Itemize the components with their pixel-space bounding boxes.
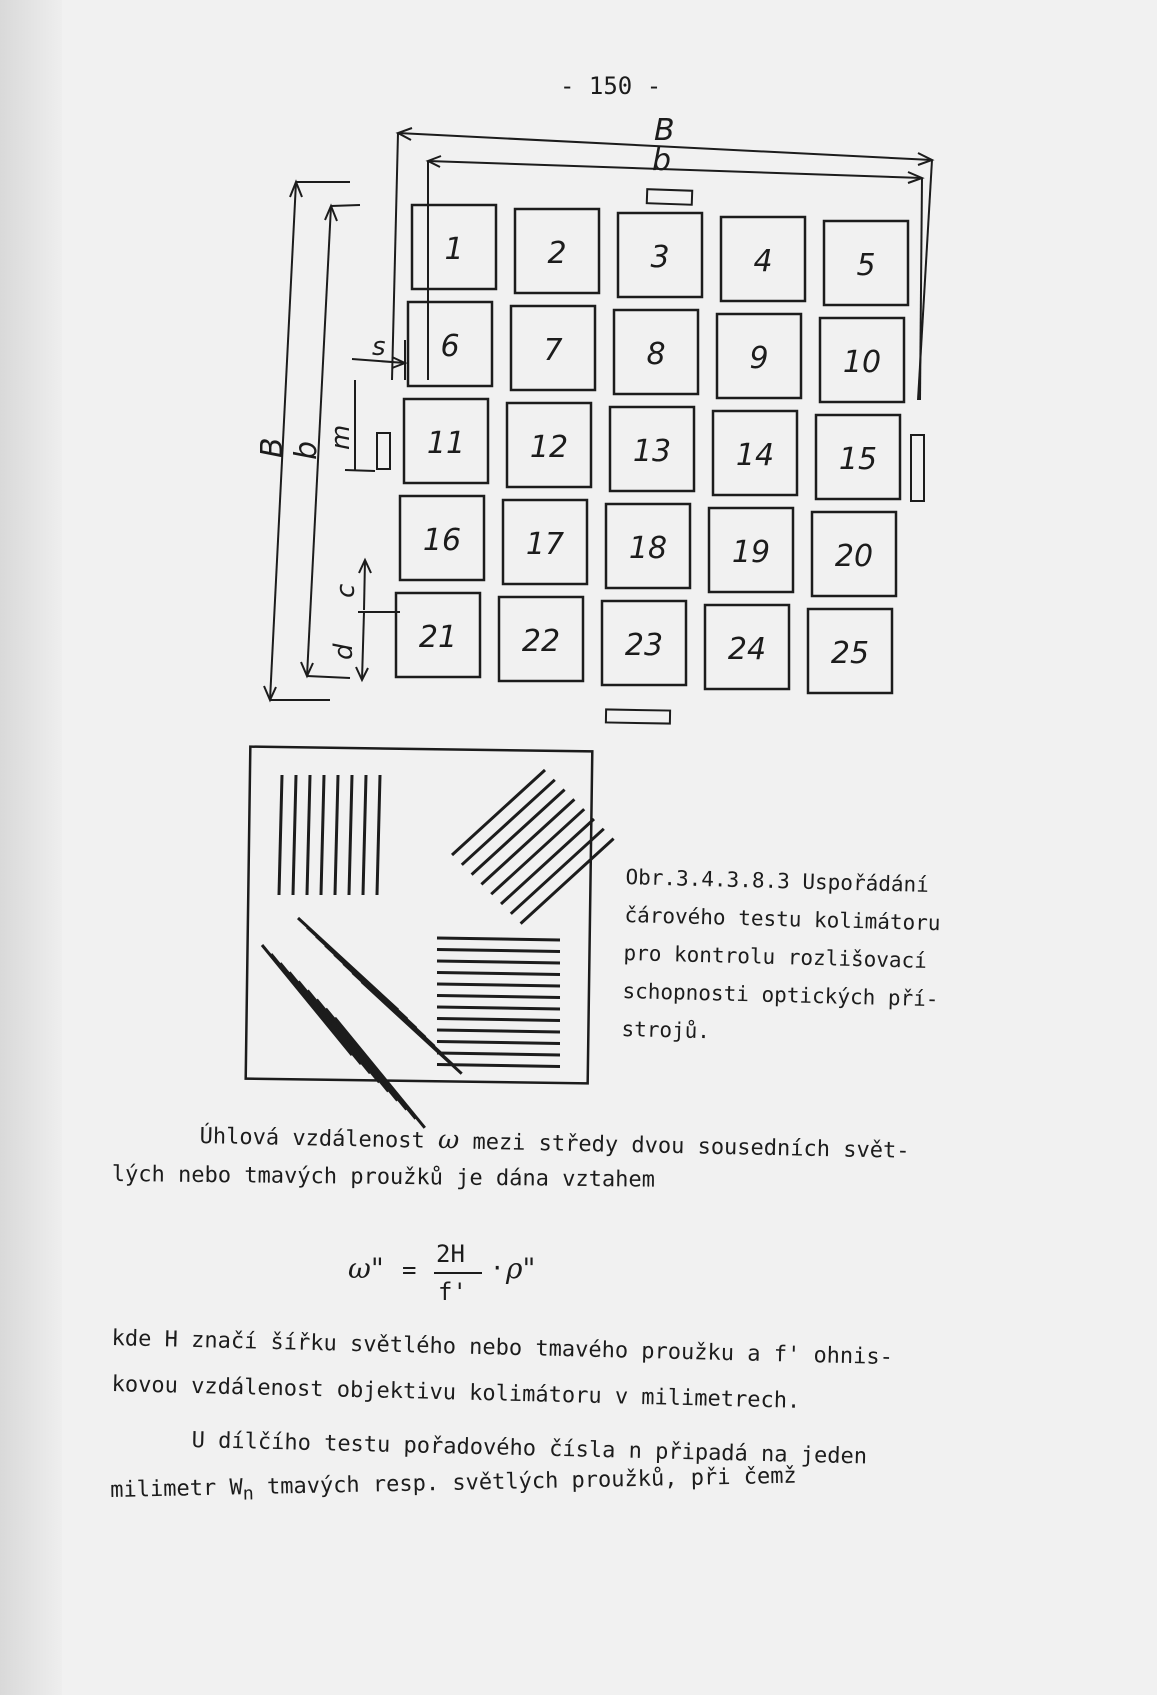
vertical-line (377, 775, 380, 895)
formula-rho: ρ" (506, 1252, 536, 1285)
grid-square-number: 4 (753, 244, 773, 279)
text: Úhlová vzdálenost (199, 1123, 426, 1154)
grid-square-number: 6 (440, 329, 460, 364)
horizontal-line (437, 1042, 560, 1044)
subscript-n: n (242, 1483, 255, 1505)
omega-symbol: ω (437, 1124, 460, 1156)
grid-square-number: 16 (422, 523, 462, 558)
grid-square-number: 25 (830, 636, 870, 671)
diagonal-line (452, 770, 545, 855)
grid-square-number: 21 (418, 620, 458, 655)
diagonal-line (521, 839, 614, 924)
dim-B-horizontal: B (654, 113, 675, 148)
grid-square-number: 24 (727, 632, 767, 667)
paragraph-3-line-1: U dílčího testu pořadového čísla n připadá na jeden (191, 1428, 868, 1470)
dim-b-horizontal: b (652, 143, 672, 178)
grid-square-number: 1 (444, 232, 464, 267)
formula-equals: = (402, 1256, 417, 1284)
grid-square-number: 20 (834, 539, 874, 574)
dim-c: c (331, 583, 361, 598)
horizontal-line (437, 1053, 560, 1055)
vertical-line (363, 775, 366, 895)
diagonal-line (472, 790, 565, 875)
horizontal-line (437, 1030, 560, 1032)
vertical-line (335, 775, 338, 895)
caption-line: čárového testu kolimátoru (624, 902, 941, 936)
caption-line: pro kontrolu rozlišovací (623, 940, 928, 973)
horizontal-line (437, 1007, 560, 1009)
grid-square-number: 19 (731, 535, 771, 570)
vertical-line (293, 775, 296, 895)
test-grid (396, 205, 908, 693)
horizontal-line (437, 1065, 560, 1067)
diagonal-line (335, 1018, 425, 1128)
grid-square-number: 10 (842, 345, 882, 380)
formula-omega: ω" (348, 1252, 384, 1285)
vertical-line (307, 775, 310, 895)
figure-caption (621, 858, 1016, 1058)
grid-square-number: 8 (646, 337, 666, 372)
horizontal-line (437, 996, 560, 998)
text: tmavých resp. světlých proužků, při čemž (253, 1463, 797, 1500)
text: milimetr W (110, 1475, 243, 1503)
paragraph-2-line-2: kovou vzdálenost objektivu kolimátoru v milimetrech. (111, 1372, 801, 1414)
vertical-line (321, 775, 324, 895)
grid-square-number: 22 (521, 624, 561, 659)
paragraph-1-line-2: lých nebo tmavých proužků je dána vztahem (111, 1162, 656, 1193)
dim-b-vertical: b (289, 440, 324, 460)
caption-line: schopnosti optických pří- (622, 978, 939, 1012)
grid-square-number: 2 (547, 236, 567, 271)
vertical-line (279, 775, 282, 895)
caption-line: Obr.3.4.3.8.3 Uspořádání (625, 864, 930, 897)
diagonal-line (481, 799, 574, 884)
formula-denominator: f' (438, 1278, 467, 1306)
horizontal-line (437, 961, 560, 963)
grid-square-number: 11 (426, 426, 466, 461)
horizontal-line (437, 973, 560, 975)
diagonal-line (491, 809, 584, 894)
vertical-line (349, 775, 352, 895)
grid-square-number: 3 (650, 240, 670, 275)
grid-square-number: 14 (735, 438, 775, 473)
paragraph-2-line-1: kde H značí šířku světlého nebo tmavého proužku a f' ohnis- (111, 1326, 894, 1371)
grid-square-number: 17 (525, 527, 565, 562)
line-pattern-groups (262, 770, 614, 1128)
horizontal-line (437, 938, 560, 940)
horizontal-line (437, 1019, 560, 1021)
grid-square-number: 7 (543, 333, 563, 368)
dim-m: m (326, 424, 356, 450)
grid-square-number: 23 (624, 628, 664, 663)
horizontal-line (437, 984, 560, 986)
grid-square-number: 5 (856, 248, 876, 283)
caption-line: strojů. (621, 1016, 711, 1044)
grid-square-number: 18 (628, 531, 668, 566)
grid-square-number: 15 (838, 442, 878, 477)
dim-s: s (372, 332, 386, 362)
dim-B-vertical: B (255, 437, 290, 458)
horizontal-line (437, 950, 560, 952)
diagonal-line (501, 819, 594, 904)
grid-square-number: 9 (749, 341, 769, 376)
formula-numerator: 2H (436, 1240, 465, 1268)
formula (338, 1240, 578, 1310)
dim-d: d (329, 643, 359, 660)
fraction-bar (434, 1272, 482, 1274)
grid-square-number: 12 (529, 430, 569, 465)
grid-square-number: 13 (632, 434, 672, 469)
diagonal-line (462, 780, 555, 865)
text: mezi středy dvou sousedních svět- (472, 1129, 910, 1164)
page-number: - 150 - (560, 72, 662, 100)
formula-dot: · (490, 1254, 505, 1282)
